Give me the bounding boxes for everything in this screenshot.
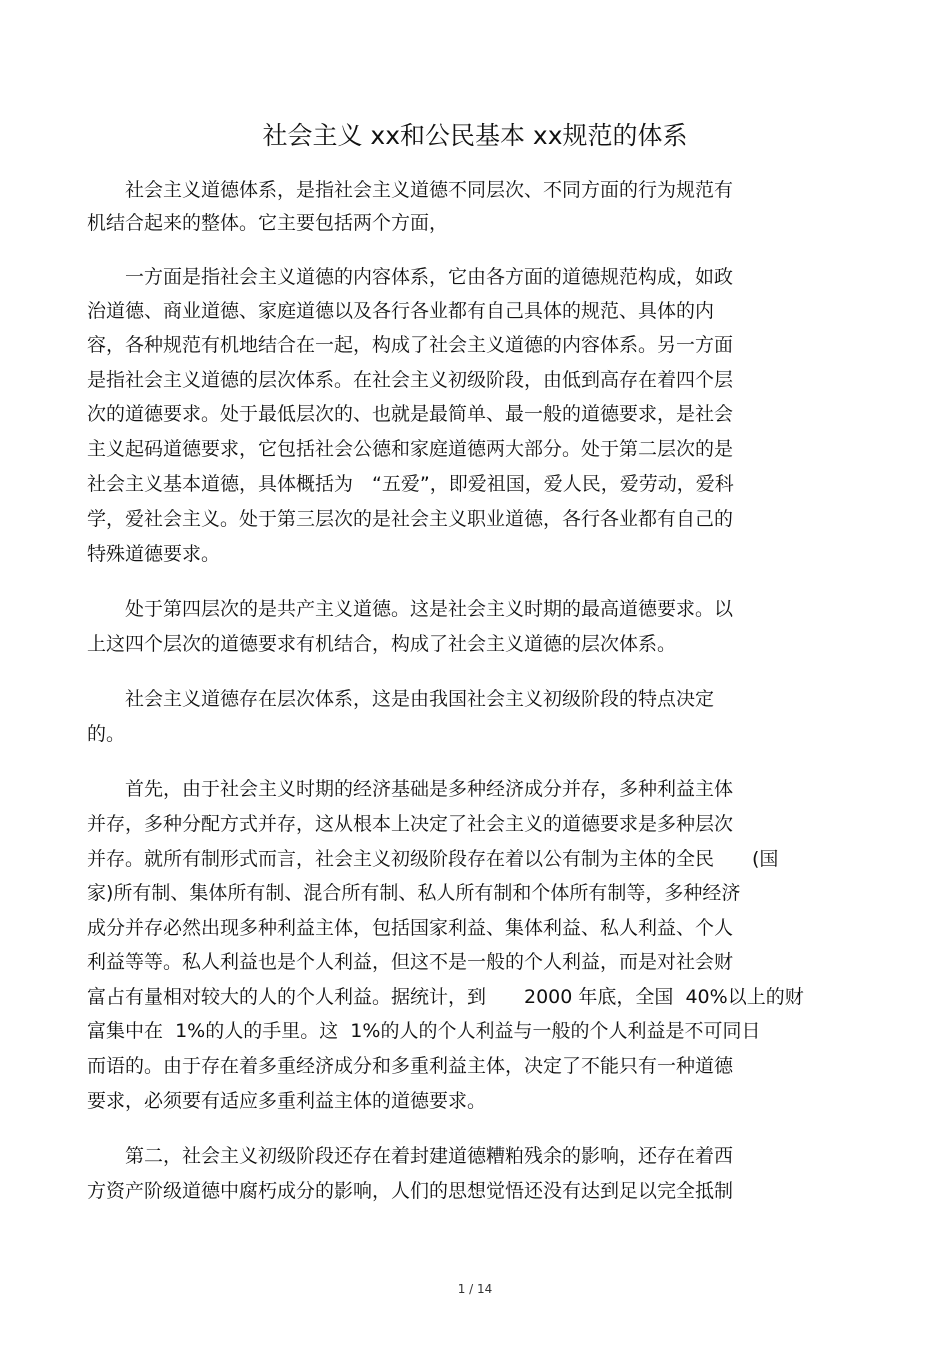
paragraph-2-line-8: 学，爱社会主义。处于第三层次的是社会主义职业道德，各行各业都有自己的 (87, 508, 734, 530)
paragraph-2-line-7: 社会主义基本道德，具体概括为 “五爱”，即爱祖国，爱人民，爱劳动，爱科 (87, 473, 734, 495)
paragraph-5-line-7: 富占有量相对较大的人的个人利益。据统计，到 2000 年底，全国 40%以上的财 (87, 986, 804, 1008)
paragraph-2-line-5: 次的道德要求。处于最低层次的、也就是最简单、最一般的道德要求，是社会 (87, 403, 734, 425)
paragraph-5-line-2: 并存，多种分配方式并存，这从根本上决定了社会主义的道德要求是多种层次 (87, 813, 734, 835)
paragraph-5-line-8: 富集中在 1%的人的手里。这 1%的人的个人利益与一般的个人利益是不可同日 (87, 1020, 761, 1042)
paragraph-5-line-3: 并存。就所有制形式而言，社会主义初级阶段存在着以公有制为主体的全民 (国 (87, 848, 779, 870)
paragraph-4-line-2: 的。 (87, 723, 126, 745)
paragraph-1-line-1: 社会主义道德体系，是指社会主义道德不同层次、不同方面的行为规范有 (87, 179, 734, 201)
paragraph-1-line-2: 机结合起来的整体。它主要包括两个方面， (87, 212, 449, 234)
paragraph-5-line-1: 首先，由于社会主义时期的经济基础是多种经济成分并存，多种利益主体 (87, 778, 734, 800)
paragraph-4-line-1: 社会主义道德存在层次体系，这是由我国社会主义初级阶段的特点决定 (87, 688, 715, 710)
paragraph-5-line-4: 家)所有制、集体所有制、混合所有制、私人所有制和个体所有制等，多种经济 (87, 882, 741, 904)
paragraph-2-line-1: 一方面是指社会主义道德的内容体系，它由各方面的道德规范构成，如政 (87, 266, 734, 288)
document-title: 社会主义 xx和公民基本 xx规范的体系 (262, 121, 688, 150)
paragraph-5-line-9: 而语的。由于存在着多重经济成分和多重利益主体，决定了不能只有一种道德 (87, 1055, 734, 1077)
paragraph-5-line-5: 成分并存必然出现多种利益主体，包括国家利益、集体利益、私人利益、个人 (87, 917, 734, 939)
paragraph-5-line-10: 要求，必须要有适应多重利益主体的道德要求。 (87, 1090, 487, 1112)
paragraph-2-line-4: 是指社会主义道德的层次体系。在社会主义初级阶段，由低到高存在着四个层 (87, 369, 734, 391)
page-indicator: 1 / 14 (457, 1282, 493, 1296)
paragraph-2-line-3: 容，各种规范有机地结合在一起，构成了社会主义道德的内容体系。另一方面 (87, 334, 734, 356)
paragraph-2-line-2: 治道德、商业道德、家庭道德以及各行各业都有自己具体的规范、具体的内 (87, 300, 715, 322)
paragraph-2-line-6: 主义起码道德要求，它包括社会公德和家庭道德两大部分。处于第二层次的是 (87, 438, 734, 460)
paragraph-6-line-1: 第二，社会主义初级阶段还存在着封建道德糟粕残余的影响，还存在着西 (87, 1145, 734, 1167)
paragraph-3-line-1: 处于第四层次的是共产主义道德。这是社会主义时期的最高道德要求。以 (87, 598, 734, 620)
paragraph-5-line-6: 利益等等。私人利益也是个人利益，但这不是一般的个人利益，而是对社会财 (87, 951, 734, 973)
paragraph-2-line-9: 特殊道德要求。 (87, 543, 221, 565)
paragraph-6-line-2: 方资产阶级道德中腐朽成分的影响，人们的思想觉悟还没有达到足以完全抵制 (87, 1180, 734, 1202)
paragraph-3-line-2: 上这四个层次的道德要求有机结合，构成了社会主义道德的层次体系。 (87, 633, 677, 655)
